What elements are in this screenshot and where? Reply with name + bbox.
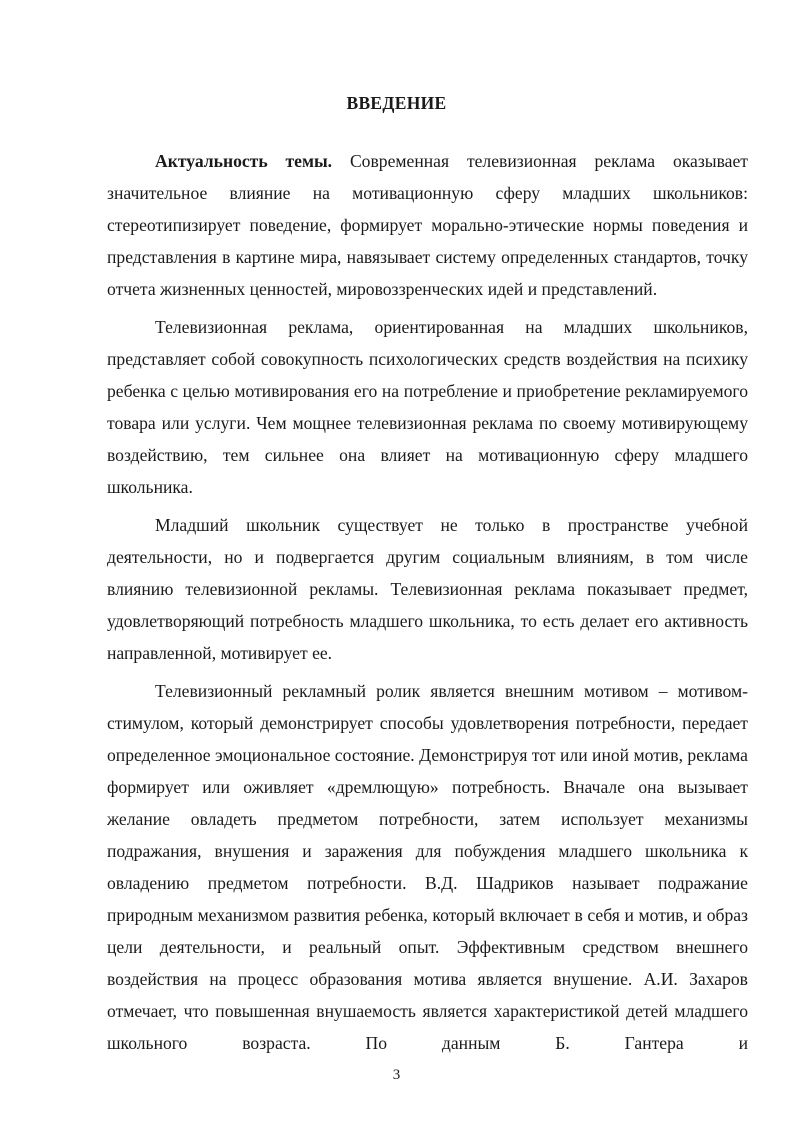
page-number: 3 bbox=[392, 1067, 401, 1083]
paragraph: Младший школьник существует не только в пространстве учебной деятельности, но и подвергается другим социальным влияниям, в том числе влиянию телевизионной рекламы. Телевизионная реклама показывает предмет, удовлетворяющий потребность младшего школьника, то есть делает его активность направленной, мотивирует ее. bbox=[107, 515, 748, 663]
paragraph: Телевизионная реклама, ориентированная на младших школьников, представляет собой совокупность психологических средств воздействия на психику ребенка с целью мотивирования его на потребление и приобретение рекламируемого товара или услуги. Чем мощнее телевизионная реклама по своему мотивирующему воздействию, тем сильнее она влияет на мотивационную сферу младшего школьника. bbox=[107, 317, 748, 497]
paragraph-text: Современная телевизионная реклама оказывает значительное влияние на мотивационную сферу младших школьников: стереотипизирует поведение, формирует морально-этические нормы поведения и представления в картине мира, навязывает систему определенных стандартов, точку отчета жизненных ценностей, мировоззренческих идей и представлений. bbox=[107, 151, 748, 299]
page-title: ВВЕДЕНИЕ bbox=[346, 93, 447, 113]
paragraph-lead: Актуальность темы. bbox=[155, 151, 333, 171]
paragraph bbox=[107, 145, 748, 305]
document-body bbox=[107, 145, 748, 1065]
paragraph: Телевизионный рекламный ролик является внешним мотивом – мотивом-стимулом, который демонстрирует способы удовлетворения потребности, передает определенное эмоциональное состояние. Демонстрируя тот или иной мотив, реклама формирует или оживляет «дремлющую» потребность. Вначале она вызывает желание овладеть предметом потребности, затем использует механизмы подражания, внушения и заражения для побуждения младшего школьника к овладению предметом потребности. В.Д. Шадриков называет подражание природным механизмом развития ребенка, который включает в себя и мотив, и образ цели деятельности, и реальный опыт. Эффективным средством внешнего воздействия на процесс образования мотива является внушение. А.И. Захаров отмечает, что повышенная внушаемость является характеристикой детей младшего школьного возраста. По данным Б. Гантера и bbox=[107, 681, 748, 1053]
